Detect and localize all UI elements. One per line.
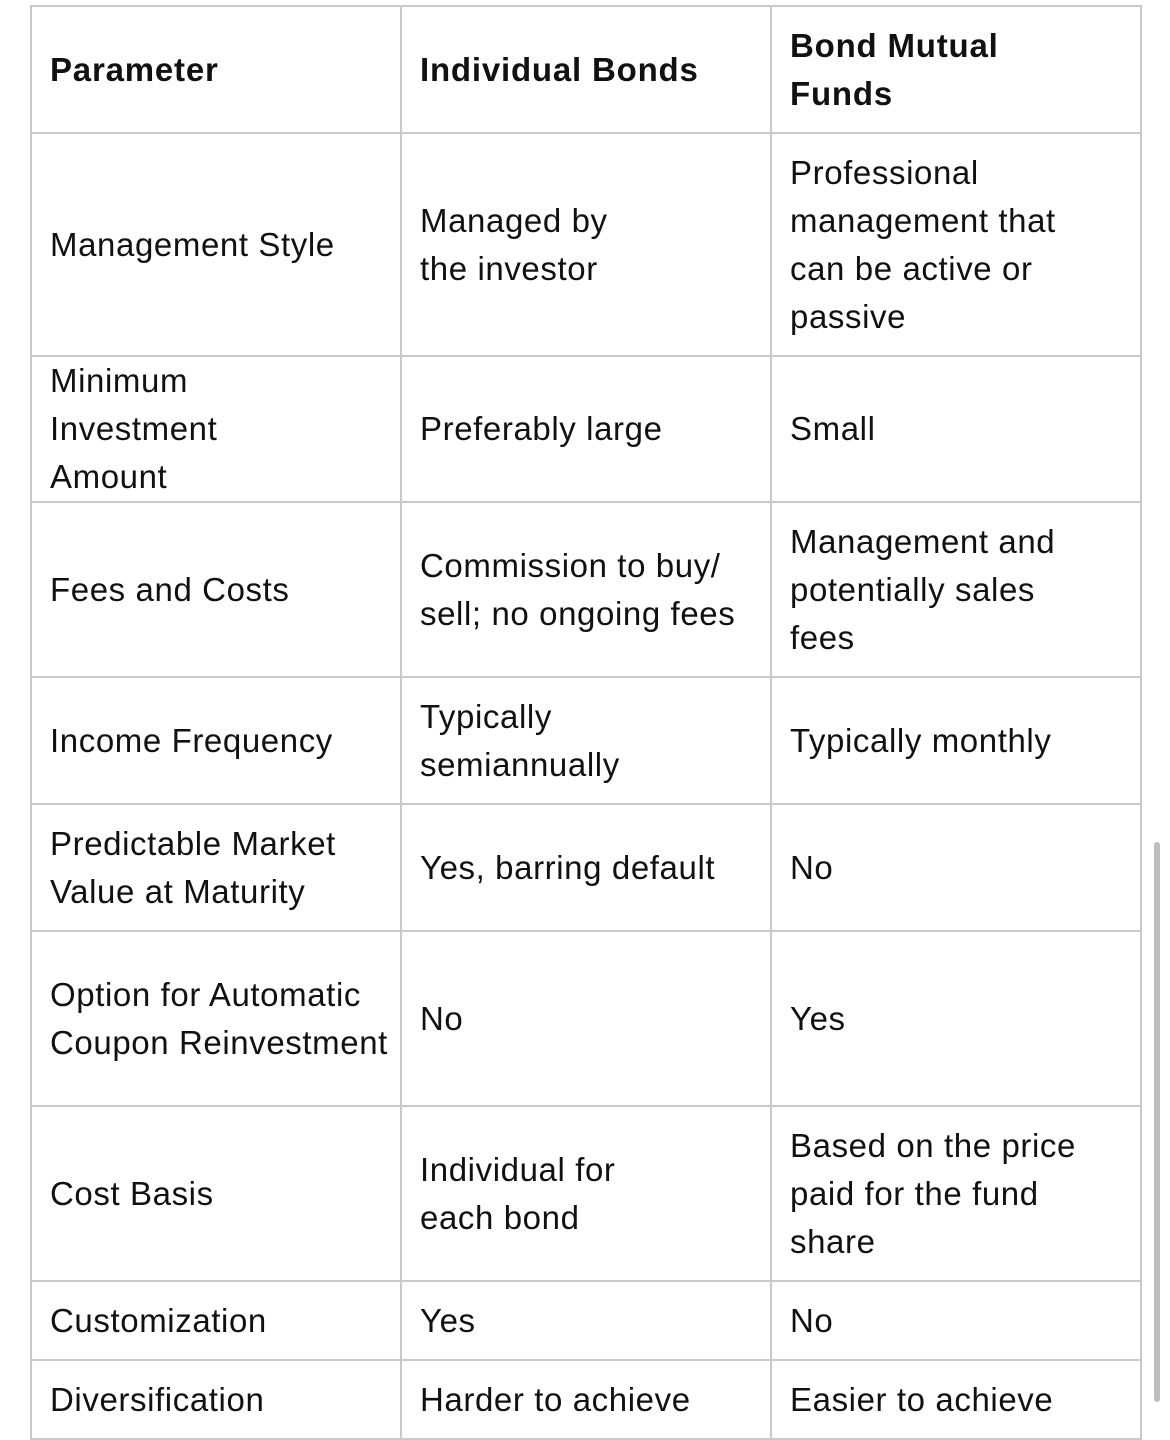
table-cell: Typically semiannually <box>401 677 771 804</box>
table-cell: Minimum Investment Amount <box>31 356 401 502</box>
table-row <box>31 356 1141 502</box>
table-row <box>31 804 1141 931</box>
header-individual-bonds: Individual Bonds <box>401 6 771 133</box>
table-row <box>31 677 1141 804</box>
table-row <box>31 1106 1141 1281</box>
table-cell: Typically monthly <box>771 677 1141 804</box>
table-cell: No <box>771 1281 1141 1360</box>
table-cell: Income Frequency <box>31 677 401 804</box>
header-parameter: Parameter <box>31 6 401 133</box>
table-cell: Fees and Costs <box>31 502 401 677</box>
table-cell: Yes <box>771 931 1141 1106</box>
table-cell: Management and potentially sales fees <box>771 502 1141 677</box>
table-cell: Option for Automatic Coupon Reinvestment <box>31 931 401 1106</box>
table-row <box>31 931 1141 1106</box>
table-cell: Yes <box>401 1281 771 1360</box>
table-cell: Preferably large <box>401 356 771 502</box>
table-header-row <box>31 6 1141 133</box>
table-cell: No <box>771 804 1141 931</box>
table-cell: Predictable Market Value at Maturity <box>31 804 401 931</box>
table-cell: Individual for each bond <box>401 1106 771 1281</box>
table-row <box>31 502 1141 677</box>
header-bond-mutual-funds: Bond Mutual Funds <box>771 6 1141 133</box>
table-cell: Yes, barring default <box>401 804 771 931</box>
table-cell: Easier to achieve <box>771 1360 1141 1439</box>
table-cell: Diversification <box>31 1360 401 1439</box>
vertical-scrollbar[interactable] <box>1154 842 1160 1402</box>
table-cell: No <box>401 931 771 1106</box>
table-row <box>31 133 1141 356</box>
table-cell: Cost Basis <box>31 1106 401 1281</box>
table-cell: Based on the price paid for the fund share <box>771 1106 1141 1281</box>
table-cell: Commission to buy/ sell; no ongoing fees <box>401 502 771 677</box>
table-cell: Small <box>771 356 1141 502</box>
table-cell: Harder to achieve <box>401 1360 771 1439</box>
table-cell: Professional management that can be active or passive <box>771 133 1141 356</box>
table-cell: Management Style <box>31 133 401 356</box>
comparison-table <box>30 5 1142 1440</box>
table-cell: Customization <box>31 1281 401 1360</box>
table-row <box>31 1281 1141 1360</box>
table-cell: Managed by the investor <box>401 133 771 356</box>
table-row <box>31 1360 1141 1439</box>
